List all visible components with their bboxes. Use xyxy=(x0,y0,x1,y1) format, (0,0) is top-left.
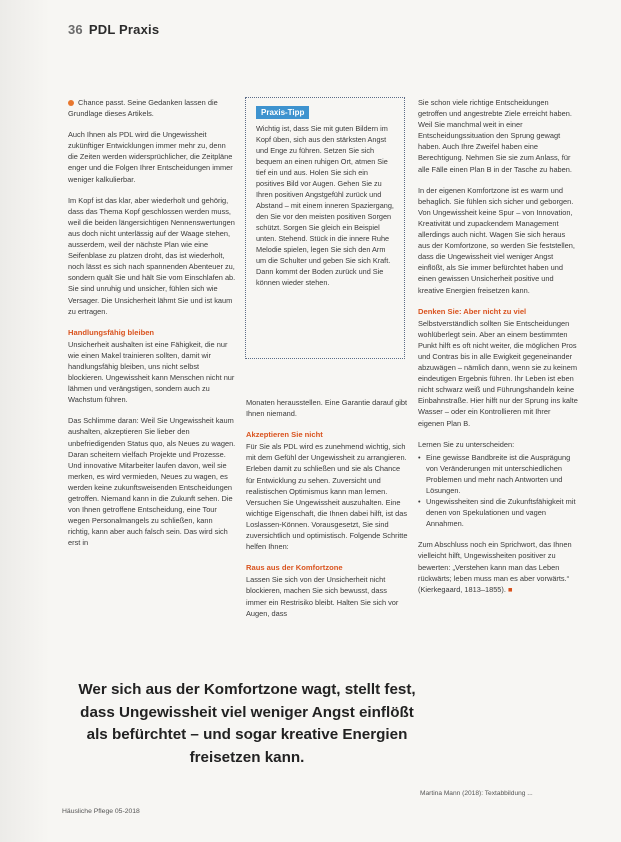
praxis-tipp-label: Praxis-Tipp xyxy=(256,106,309,119)
paragraph: Unsicherheit aushalten ist eine Fähigkeit, die nur wie einen Makel trainieren sollten, damit wir handlungsfähig bleiben, uns nicht selbst blockieren. Ungewissheit kann Menschen nicht nur lähmen und verängstigen, sondern auch zu Wachstum führen. xyxy=(68,339,235,405)
page-footer: Häusliche Pflege 05-2018 xyxy=(62,808,140,815)
subheading: Denken Sie: Aber nicht zu viel xyxy=(418,306,527,316)
orange-bullet-icon xyxy=(68,100,74,106)
paragraph: In der eigenen Komfortzone ist es warm und behaglich. Sie fühlen sich sicher und geborgen. Von Ungewissheit keine Spur – von Innovation, Kreativität und zupackendem Management allerdings auch nicht. Wagen Sie sich heraus aus der Komfortzone, so werden Sie feststellen, dass die Ungewissheit viel weniger Angst einflößt, als Sie immer befürchtet haben und einen gewissen Unsicherheit positive und kreative Energien freisetzen kann. xyxy=(418,185,575,295)
section-title: PDL Praxis xyxy=(88,22,160,37)
intro-paragraph: Chance passt. Seine Gedanken lassen die Grundlage dieses Artikels. xyxy=(68,98,218,119)
paragraph: Lernen Sie zu unterscheiden: xyxy=(418,439,515,449)
closing-paragraph: Zum Abschluss noch ein Sprichwort, das Ihnen vielleicht hilft, Ungewissheiten positiver zu bewerten: „Verstehen kann man das Leben rückwärts; leben muss man es aber vorwärts.“ (Kierkegaard, 1813–1855). ■ xyxy=(418,540,572,594)
praxis-tipp-box xyxy=(245,97,405,359)
praxis-tipp-text: Wichtig ist, dass Sie mit guten Bildern im Kopf üben, sich aus den stärksten Angst und Enge zu führen. Setzen Sie sich bequem an einen ruhigen Ort, atmen Sie tief ein und aus. Holen Sie sich ein positives Bild vor Augen. Gehen Sie zu Ihren positiven Angstgefühl zurück und Abstand – mit einem inneren Spaziergang, den Sie vor den meisten positiven Sorgen schützt. Sorgen Sie gleich ein Beispiel unten. Stehend. Stück in die innere Ruhe Melodie spielen, legen Sie sich den Arm um die Schulter und geben Sie sich Kraft. Dann kommt der Boden zurück und Sie können wieder stehen. xyxy=(256,124,394,287)
bullet-list xyxy=(418,452,578,530)
paragraph: Selbstverständlich sollten Sie Entscheidungen wohlüberlegt sein. Aber an einem bestimmten Punkt hilft es oft nicht weiter, die möglichen Pros und Contras bis in alle Ewigkeit gegeneinander abzuwägen – nämlich dann, wenn sie zu keinem eindeutigen Ergebnis führen. Ihr Leben ist eben nicht schwarz weiß und Führungshandeln keine Einbahnstraße. Hier hilft nur der Sprung ins kalte Wasser – oder ein Kontrollieren mit Ihrer eigenen Plan B. xyxy=(418,318,578,428)
paragraph: Auch Ihnen als PDL wird die Ungewissheit zukünftiger Entwicklungen immer mehr zu, denn die Zeiten werden widersprüchlicher, die Zeitpläne enger und die Folgen Ihrer Entscheidungen immer weniger kalkulierbar. xyxy=(68,130,233,184)
paragraph: Im Kopf ist das klar, aber wiederholt und gehörig, dass das Thema Kopf geschlossen werden muss, weil die beiden längersichtigen Nennenswertungen aus doch nicht unterlässig auf der Waage stehen, ausserdem, weil der nächste Plan wie eine Seifenblase zu platzen droht, das ist wiederholt, noch lässt es sich nach spannenden Abenteuer zu, sondern quält Sie und hält Sie vom Einschlafen ab. Sie sind unruhig und unsicher, fühlen sich wie Versager. Die Unsicherheit lähmt Sie und ist kaum zu ertragen. xyxy=(68,195,236,316)
paragraph: Lassen Sie sich von der Unsicherheit nicht blockieren, machen Sie sich bewusst, dass immer ein Restrisiko bleibt. Halten Sie sich vor Augen, dass xyxy=(246,575,399,618)
end-mark-icon: ■ xyxy=(508,584,513,594)
subheading: Raus aus der Komfortzone xyxy=(246,563,343,573)
column-3 xyxy=(418,97,578,605)
list-item: • Ungewissheiten sind die Zukunftsfähigkeit mit denen von Spekulationen und vagen Annahmen. xyxy=(418,496,578,529)
subheading: Akzeptieren Sie nicht xyxy=(246,430,323,440)
paragraph: Sie schon viele richtige Entscheidungen getroffen und angestrebte Ziele erreicht haben. Weil Sie manchmal weit in einer Entscheidungssituation den Sprung gewagt haben. Auch Ihre Zweifel haben eine Berechtigung. Nehmen Sie sie zum Anlass, für alle Fälle einen Plan B in der Tasche zu haben. xyxy=(418,98,572,174)
subheading: Handlungsfähig bleiben xyxy=(68,327,155,337)
paragraph: Das Schlimme daran: Weil Sie Ungewissheit kaum aushalten, akzeptieren Sie lieber den unbefriedigenden Status quo, als Neues zu wagen. Daran scheitern vielfach Projekte und Prozesse. Und innovative Mitarbeiter laufen davon, weil sie merken, es wird vermieden, Neues zu wagen, es werden keine zukunftsweisenden Entscheidungen getroffen. Niemand kann in die Zukunft sehen. Die von Ihnen getroffene Entscheidung, eine Tour wegen Personalmangels zu schließen, kann richtig, kann aber auch falsch sein. Das wird sich erst in xyxy=(68,416,236,548)
list-item: • Eine gewisse Bandbreite ist die Ausprägung von Veränderungen mit unterschiedlichen Problemen und mehr nach Antworten und Lösungen. xyxy=(418,452,578,496)
paragraph: Monaten herausstellen. Eine Garantie darauf gibt Ihnen niemand. xyxy=(246,398,408,419)
column-2 xyxy=(246,397,408,629)
page-header xyxy=(68,22,159,37)
page-number: 36 xyxy=(68,22,83,37)
source-credit: Martina Mann (2018): Textabbildung ... xyxy=(420,790,533,797)
paragraph: Für Sie als PDL wird es zunehmend wichtig, sich mit dem Gefühl der Ungewissheit zu arrangieren. Erleben damit zu schließen und sie als Chance für Entwicklung zu sehen. Zuversicht und realistischen Optimismus kann man lernen. Versuchen Sie Ungewissheit auszuhalten. Eine wichtige Eigenschaft, die Ihnen dabei hilft, ist das Loslassen-Können. Vorausgesetzt, Sie sind zuversichtlich und optimistisch. Folgende Schritte helfen Ihnen: xyxy=(246,442,408,552)
column-1 xyxy=(68,97,236,558)
pull-quote: Wer sich aus der Komfortzone wagt, stellt fest, dass Ungewissheit viel weniger Angst einflößt als befürchtet – und sogar kreative Energien freisetzen kann. xyxy=(78,681,416,766)
